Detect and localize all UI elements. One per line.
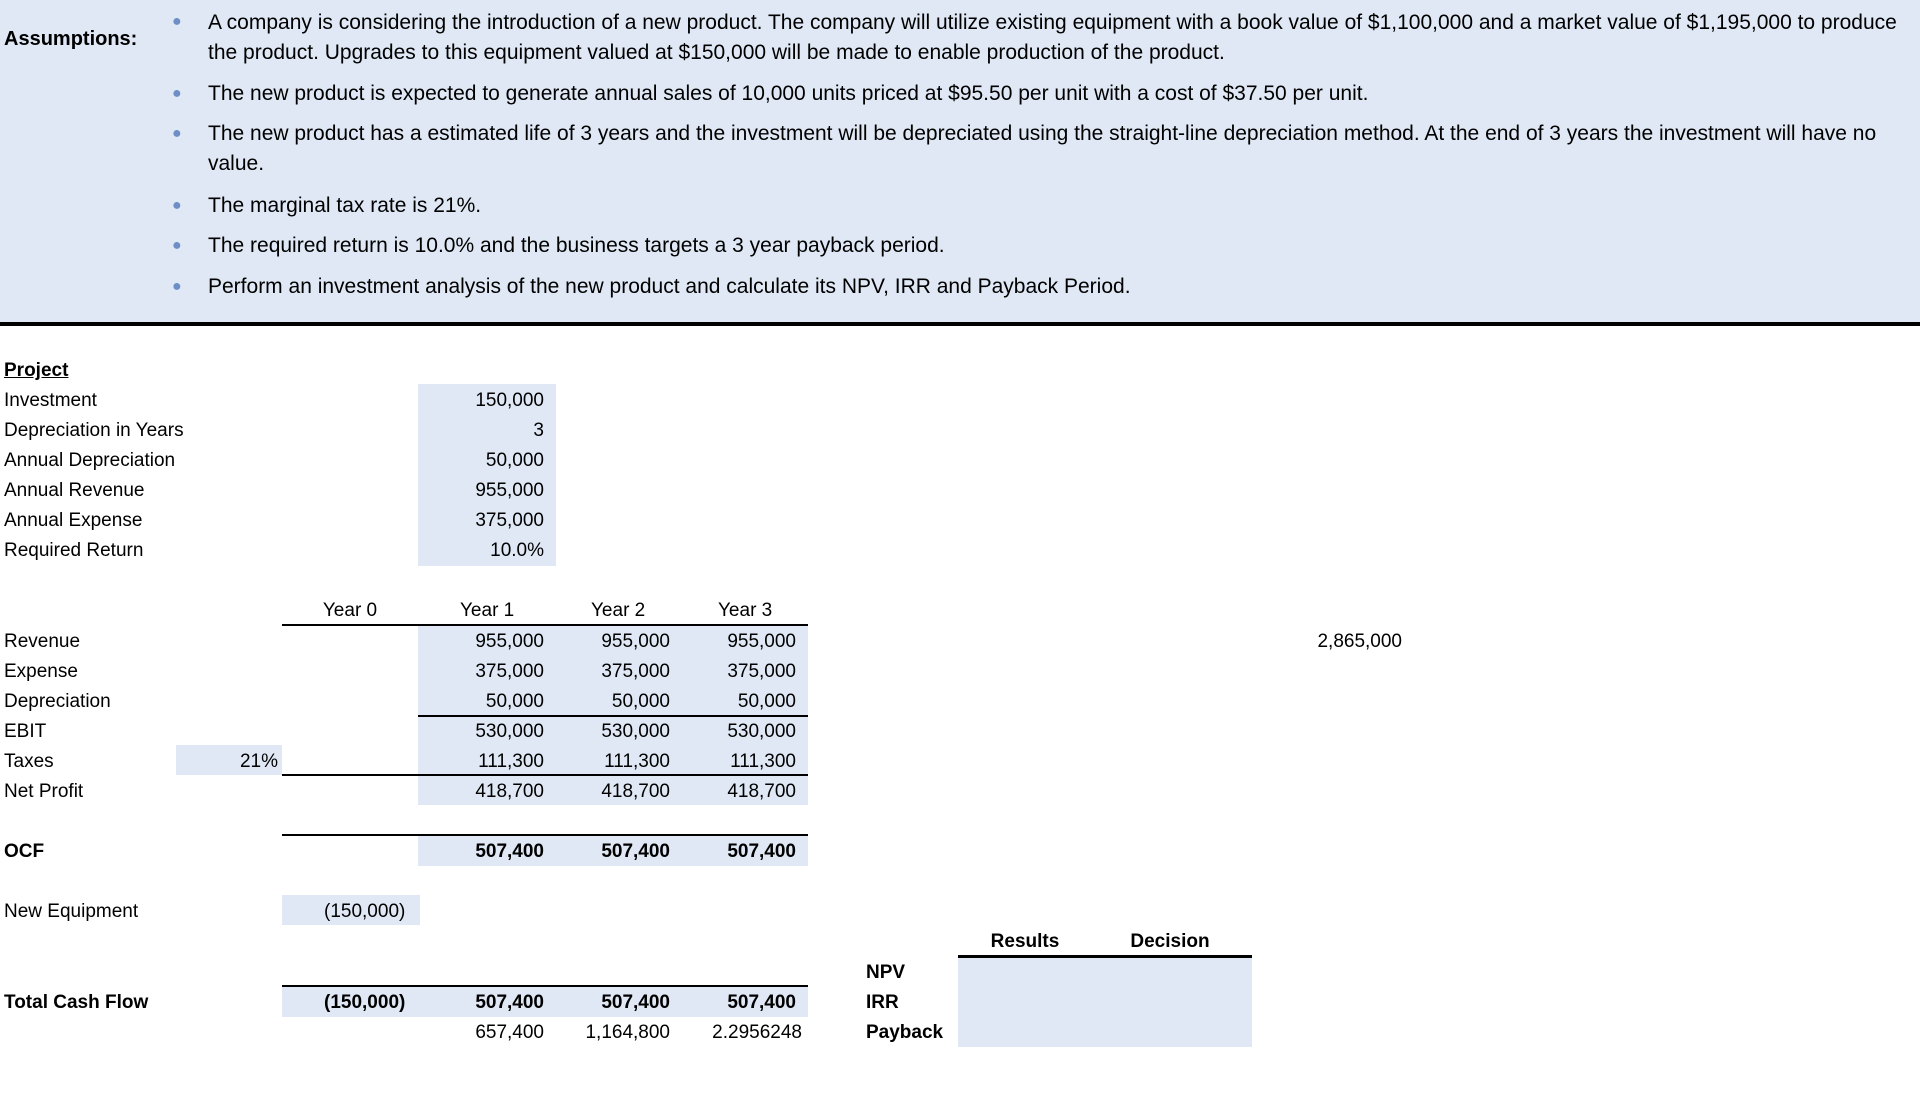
- assumptions-label: Assumptions:: [4, 28, 138, 50]
- project-label-depreciation-years: Depreciation in Years: [4, 420, 184, 441]
- project-label-annual-revenue: Annual Revenue: [4, 480, 145, 501]
- irr-result-cell[interactable]: [958, 987, 1092, 1017]
- cumulative-year-1[interactable]: 657,400: [475, 1022, 544, 1043]
- ebit-year-3[interactable]: 530,000: [727, 721, 796, 742]
- payback-result-cell[interactable]: [958, 1017, 1092, 1047]
- project-value-annual-depreciation[interactable]: 50,000: [485, 450, 544, 471]
- bullet-icon: ●: [172, 85, 182, 102]
- project-value-investment[interactable]: 150,000: [475, 390, 544, 411]
- row-label-total-cash-flow: Total Cash Flow: [4, 992, 149, 1013]
- assumption-2: The new product is expected to generate annual sales of 10,000 units priced at $95.50 per unit with a cost of $37.50 per unit.: [208, 82, 1369, 105]
- project-value-annual-revenue[interactable]: 955,000: [475, 480, 544, 501]
- revenue-year-3[interactable]: 955,000: [727, 631, 796, 652]
- net-profit-year-3[interactable]: 418,700: [727, 781, 796, 802]
- total-cash-flow-year-0[interactable]: (150,000): [324, 992, 406, 1013]
- expense-year-3[interactable]: 375,000: [727, 661, 796, 682]
- assumption-6: Perform an investment analysis of the new product and calculate its NPV, IRR and Payback Period.: [208, 275, 1131, 298]
- npv-decision-cell[interactable]: [1092, 958, 1252, 987]
- assumption-5: The required return is 10.0% and the business targets a 3 year payback period.: [208, 234, 945, 257]
- payback-calc-year-3[interactable]: 2.2956248: [712, 1022, 802, 1043]
- net-profit-year-1[interactable]: 418,700: [475, 781, 544, 802]
- assumptions-panel: [0, 0, 1920, 326]
- decision-header: Decision: [1130, 931, 1210, 952]
- revenue-side-total[interactable]: 2,865,000: [1317, 631, 1402, 652]
- project-value-annual-expense[interactable]: 375,000: [475, 510, 544, 531]
- row-label-ocf: OCF: [4, 841, 45, 862]
- row-label-depreciation: Depreciation: [4, 691, 111, 712]
- assumption-3: The new product has a estimated life of 3 years and the investment will be depreciated using the straight-line depreciation method. At the end of 3 years the investment will have no value.: [208, 122, 1877, 175]
- header-year-0: Year 0: [322, 600, 378, 621]
- results-header: Results: [990, 931, 1060, 952]
- revenue-year-2[interactable]: 955,000: [601, 631, 670, 652]
- results-label-npv: NPV: [866, 962, 906, 983]
- ebit-year-2[interactable]: 530,000: [601, 721, 670, 742]
- depreciation-year-3[interactable]: 50,000: [737, 691, 796, 712]
- header-year-1: Year 1: [460, 600, 515, 621]
- depreciation-year-1[interactable]: 50,000: [485, 691, 544, 712]
- depreciation-year-2[interactable]: 50,000: [611, 691, 670, 712]
- assumption-4: The marginal tax rate is 21%.: [208, 194, 482, 217]
- taxes-underline: [282, 774, 808, 776]
- bullet-icon: ●: [172, 197, 182, 214]
- taxes-year-2[interactable]: 111,300: [604, 751, 670, 772]
- project-value-required-return[interactable]: 10.0%: [490, 540, 544, 561]
- payback-decision-cell[interactable]: [1092, 1017, 1252, 1047]
- new-equipment-year-0[interactable]: (150,000): [324, 901, 406, 922]
- row-label-taxes: Taxes: [4, 751, 54, 772]
- expense-year-2[interactable]: 375,000: [601, 661, 670, 682]
- results-label-payback: Payback: [866, 1022, 944, 1043]
- header-year-2: Year 2: [591, 600, 646, 621]
- project-header: Project: [4, 360, 69, 381]
- taxes-year-3[interactable]: 111,300: [730, 751, 796, 772]
- bullet-icon: ●: [172, 237, 182, 254]
- tax-rate[interactable]: 21%: [239, 751, 278, 772]
- ebit-year-1[interactable]: 530,000: [475, 721, 544, 742]
- total-cash-flow-year-1[interactable]: 507,400: [475, 992, 544, 1013]
- ocf-year-1[interactable]: 507,400: [475, 841, 544, 862]
- row-label-new-equipment: New Equipment: [4, 901, 139, 922]
- taxes-year-1[interactable]: 111,300: [478, 751, 544, 772]
- npv-result-cell[interactable]: [958, 958, 1092, 987]
- expense-year-1[interactable]: 375,000: [475, 661, 544, 682]
- row-label-expense: Expense: [4, 661, 78, 682]
- project-label-annual-expense: Annual Expense: [4, 510, 143, 531]
- total-cash-flow-year-3[interactable]: 507,400: [727, 992, 796, 1013]
- cumulative-year-2[interactable]: 1,164,800: [585, 1022, 670, 1043]
- header-year-3: Year 3: [718, 600, 773, 621]
- project-label-annual-depreciation: Annual Depreciation: [4, 450, 176, 471]
- ocf-year-3[interactable]: 507,400: [727, 841, 796, 862]
- project-value-depreciation-years[interactable]: 3: [533, 420, 544, 441]
- results-label-irr: IRR: [866, 992, 899, 1013]
- bullet-icon: ●: [172, 13, 182, 30]
- project-label-required-return: Required Return: [4, 540, 144, 561]
- project-label-investment: Investment: [4, 390, 97, 411]
- row-label-ebit: EBIT: [4, 721, 47, 742]
- assumption-1: A company is considering the introduction of a new product. The company will utilize existing equipment with a book value of $1,100,000 and a market value of $1,195,000 to produce the product. Upgrades to this equipment valued at $150,000 will be made to enable production of the product.: [208, 11, 1897, 64]
- header-underline: [282, 624, 808, 626]
- ocf-year-2[interactable]: 507,400: [601, 841, 670, 862]
- depreciation-underline: [418, 715, 808, 717]
- total-cash-flow-year-2[interactable]: 507,400: [601, 992, 670, 1013]
- bullet-icon: ●: [172, 278, 182, 295]
- net-profit-year-2[interactable]: 418,700: [601, 781, 670, 802]
- row-label-net-profit: Net Profit: [4, 781, 84, 802]
- bullet-icon: ●: [172, 125, 182, 142]
- irr-decision-cell[interactable]: [1092, 987, 1252, 1017]
- revenue-year-1[interactable]: 955,000: [475, 631, 544, 652]
- row-label-revenue: Revenue: [4, 631, 81, 652]
